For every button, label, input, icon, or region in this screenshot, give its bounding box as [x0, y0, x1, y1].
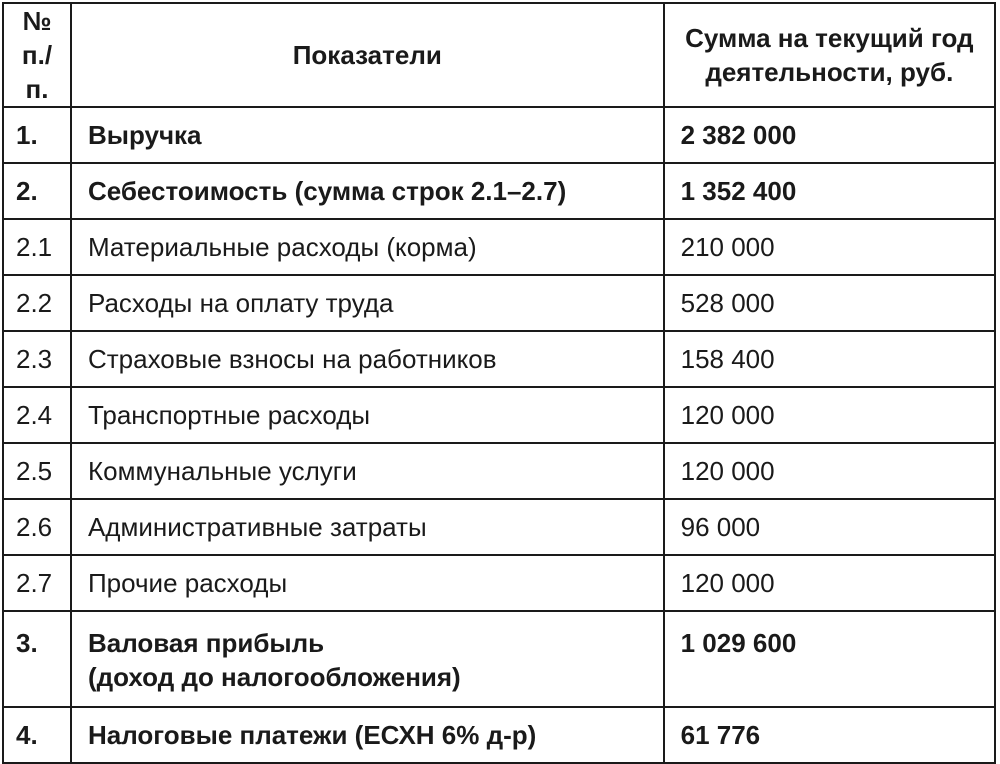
row-number: 2.3 — [3, 331, 71, 387]
row-number: 2.6 — [3, 499, 71, 555]
row-indicator: Материальные расходы (корма) — [71, 219, 664, 275]
row-indicator: Расходы на оплату труда — [71, 275, 664, 331]
row-sum: 120 000 — [664, 443, 995, 499]
header-indicator: Показатели — [71, 3, 664, 107]
table-row — [3, 443, 995, 499]
row-sum: 210 000 — [664, 219, 995, 275]
row-sum: 1 029 600 — [664, 611, 995, 707]
row-indicator-line2: (доход до налогообложения) — [87, 662, 461, 692]
header-sum — [664, 3, 995, 107]
row-number: 4. — [3, 707, 71, 763]
header-sum-line2: деятельности, руб. — [705, 57, 954, 87]
row-sum: 158 400 — [664, 331, 995, 387]
header-number-line2: п./п. — [21, 40, 53, 104]
row-number: 2.7 — [3, 555, 71, 611]
table-row — [3, 707, 995, 763]
row-sum: 1 352 400 — [664, 163, 995, 219]
row-number: 2.2 — [3, 275, 71, 331]
table-row — [3, 219, 995, 275]
row-indicator: Административные затраты — [71, 499, 664, 555]
row-number: 2.5 — [3, 443, 71, 499]
header-number — [3, 3, 71, 107]
table-row — [3, 163, 995, 219]
financial-table — [2, 2, 996, 764]
row-sum: 528 000 — [664, 275, 995, 331]
table-row — [3, 331, 995, 387]
table-row — [3, 611, 995, 707]
header-sum-line1: Сумма на текущий год — [685, 23, 974, 53]
row-indicator: Коммунальные услуги — [71, 443, 664, 499]
table-header-row — [3, 3, 995, 107]
row-sum: 61 776 — [664, 707, 995, 763]
row-number: 2.4 — [3, 387, 71, 443]
row-indicator: Прочие расходы — [71, 555, 664, 611]
row-indicator: Страховые взносы на работников — [71, 331, 664, 387]
row-number: 2.1 — [3, 219, 71, 275]
row-sum: 120 000 — [664, 387, 995, 443]
table-row — [3, 555, 995, 611]
row-indicator — [71, 611, 664, 707]
table-row — [3, 107, 995, 163]
row-sum: 2 382 000 — [664, 107, 995, 163]
row-number: 1. — [3, 107, 71, 163]
row-indicator: Транспортные расходы — [71, 387, 664, 443]
row-indicator: Выручка — [71, 107, 664, 163]
row-indicator-line1: Валовая прибыль — [87, 628, 325, 658]
row-number: 2. — [3, 163, 71, 219]
table-row — [3, 499, 995, 555]
table-row — [3, 387, 995, 443]
row-indicator: Налоговые платежи (ЕСХН 6% д-р) — [71, 707, 664, 763]
row-sum: 96 000 — [664, 499, 995, 555]
row-indicator: Себестоимость (сумма строк 2.1–2.7) — [71, 163, 664, 219]
header-number-line1: № — [22, 6, 52, 36]
row-sum: 120 000 — [664, 555, 995, 611]
table-row — [3, 275, 995, 331]
row-number: 3. — [3, 611, 71, 707]
